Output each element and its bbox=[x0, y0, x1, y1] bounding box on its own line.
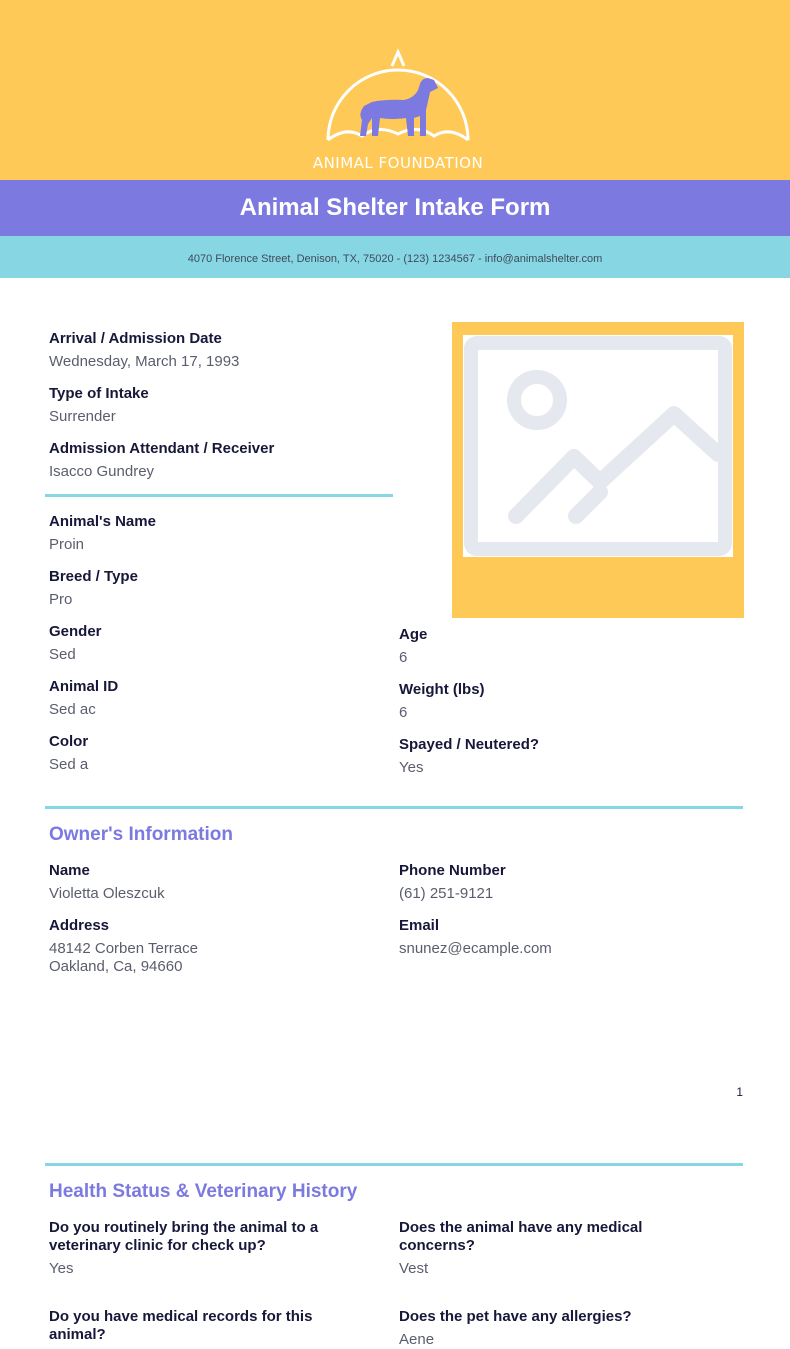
weight-value: 6 bbox=[399, 704, 408, 721]
owner-phone-field bbox=[399, 862, 729, 903]
contact-info: 4070 Florence Street, Denison, TX, 75020 - (123) 1234567 - info@animalshelter.com bbox=[187, 253, 603, 265]
health-section-title: Health Status & Veterinary History bbox=[49, 1181, 358, 1202]
attendant-label: Admission Attendant / Receiver bbox=[49, 440, 275, 457]
color-field bbox=[49, 733, 379, 774]
concerns-label: Does the animal have any medical concerns? bbox=[399, 1219, 643, 1254]
gender-label: Gender bbox=[49, 623, 102, 640]
logo-text: ANIMAL FOUNDATION bbox=[312, 154, 484, 172]
dog-umbrella-icon bbox=[306, 44, 490, 154]
checkup-field bbox=[49, 1219, 369, 1278]
owner-name-label: Name bbox=[49, 862, 90, 879]
owner-email-field bbox=[399, 917, 729, 958]
owner-email-label: Email bbox=[399, 917, 440, 934]
page-number: 1 bbox=[736, 1085, 743, 1099]
color-value: Sed a bbox=[49, 756, 89, 773]
attendant-field bbox=[49, 440, 379, 481]
gender-value: Sed bbox=[49, 646, 76, 663]
age-label: Age bbox=[399, 626, 428, 643]
weight-field bbox=[399, 681, 729, 722]
owner-phone-value: (61) 251-9121 bbox=[399, 885, 494, 902]
age-value: 6 bbox=[399, 649, 408, 666]
address-line-2: Oakland, Ca, 94660 bbox=[49, 958, 183, 975]
image-placeholder-icon bbox=[452, 322, 744, 618]
breed-field bbox=[49, 568, 379, 609]
owner-name-field bbox=[49, 862, 379, 903]
spayed-field bbox=[399, 736, 729, 777]
animal-name-field bbox=[49, 513, 379, 554]
address-line-1: 48142 Corben Terrace bbox=[49, 940, 198, 957]
spayed-value: Yes bbox=[399, 759, 424, 776]
allergies-label: Does the pet have any allergies? bbox=[399, 1308, 632, 1325]
animal-name-value: Proin bbox=[49, 536, 85, 553]
weight-label: Weight (lbs) bbox=[399, 681, 485, 698]
breed-label: Breed / Type bbox=[49, 568, 138, 585]
checkup-value: Yes bbox=[49, 1260, 74, 1277]
divider-intake bbox=[45, 494, 393, 497]
records-field bbox=[49, 1308, 369, 1344]
intake-type-value: Surrender bbox=[49, 408, 116, 425]
owner-name-value: Violetta Oleszcuk bbox=[49, 885, 165, 902]
allergies-field bbox=[399, 1308, 729, 1349]
owner-address-field bbox=[49, 917, 379, 976]
animal-foundation-logo bbox=[306, 44, 490, 176]
owner-section-title: Owner's Information bbox=[49, 824, 233, 845]
header-banner bbox=[0, 0, 790, 180]
contact-bar bbox=[0, 236, 790, 278]
divider-owner bbox=[45, 806, 743, 809]
arrival-date-value: Wednesday, March 17, 1993 bbox=[49, 353, 240, 370]
checkup-label: Do you routinely bring the animal to a veterinary clinic for check up? bbox=[49, 1219, 319, 1254]
arrival-date-field bbox=[49, 330, 379, 371]
owner-address-label: Address bbox=[49, 917, 110, 934]
allergies-value: Aene bbox=[399, 1331, 435, 1348]
animal-id-field bbox=[49, 678, 379, 719]
divider-health bbox=[45, 1163, 743, 1166]
title-bar bbox=[0, 180, 790, 236]
gender-field bbox=[49, 623, 379, 664]
intake-type-label: Type of Intake bbox=[49, 385, 149, 402]
owner-phone-label: Phone Number bbox=[399, 862, 506, 879]
concerns-value: Vest bbox=[399, 1260, 429, 1277]
color-label: Color bbox=[49, 733, 89, 750]
attendant-value: Isacco Gundrey bbox=[49, 463, 155, 480]
records-label: Do you have medical records for this animal? bbox=[49, 1308, 313, 1343]
owner-address-value bbox=[49, 940, 379, 976]
animal-name-label: Animal's Name bbox=[49, 513, 156, 530]
animal-photo[interactable] bbox=[452, 322, 744, 618]
age-field bbox=[399, 626, 729, 667]
owner-email-value: snunez@ecample.com bbox=[399, 940, 552, 957]
arrival-date-label: Arrival / Admission Date bbox=[49, 330, 222, 347]
animal-id-label: Animal ID bbox=[49, 678, 119, 695]
concerns-field bbox=[399, 1219, 699, 1278]
breed-value: Pro bbox=[49, 591, 73, 608]
spayed-label: Spayed / Neutered? bbox=[399, 736, 540, 753]
intake-type-field bbox=[49, 385, 379, 426]
animal-id-value: Sed ac bbox=[49, 701, 96, 718]
page-title: Animal Shelter Intake Form bbox=[239, 194, 551, 221]
